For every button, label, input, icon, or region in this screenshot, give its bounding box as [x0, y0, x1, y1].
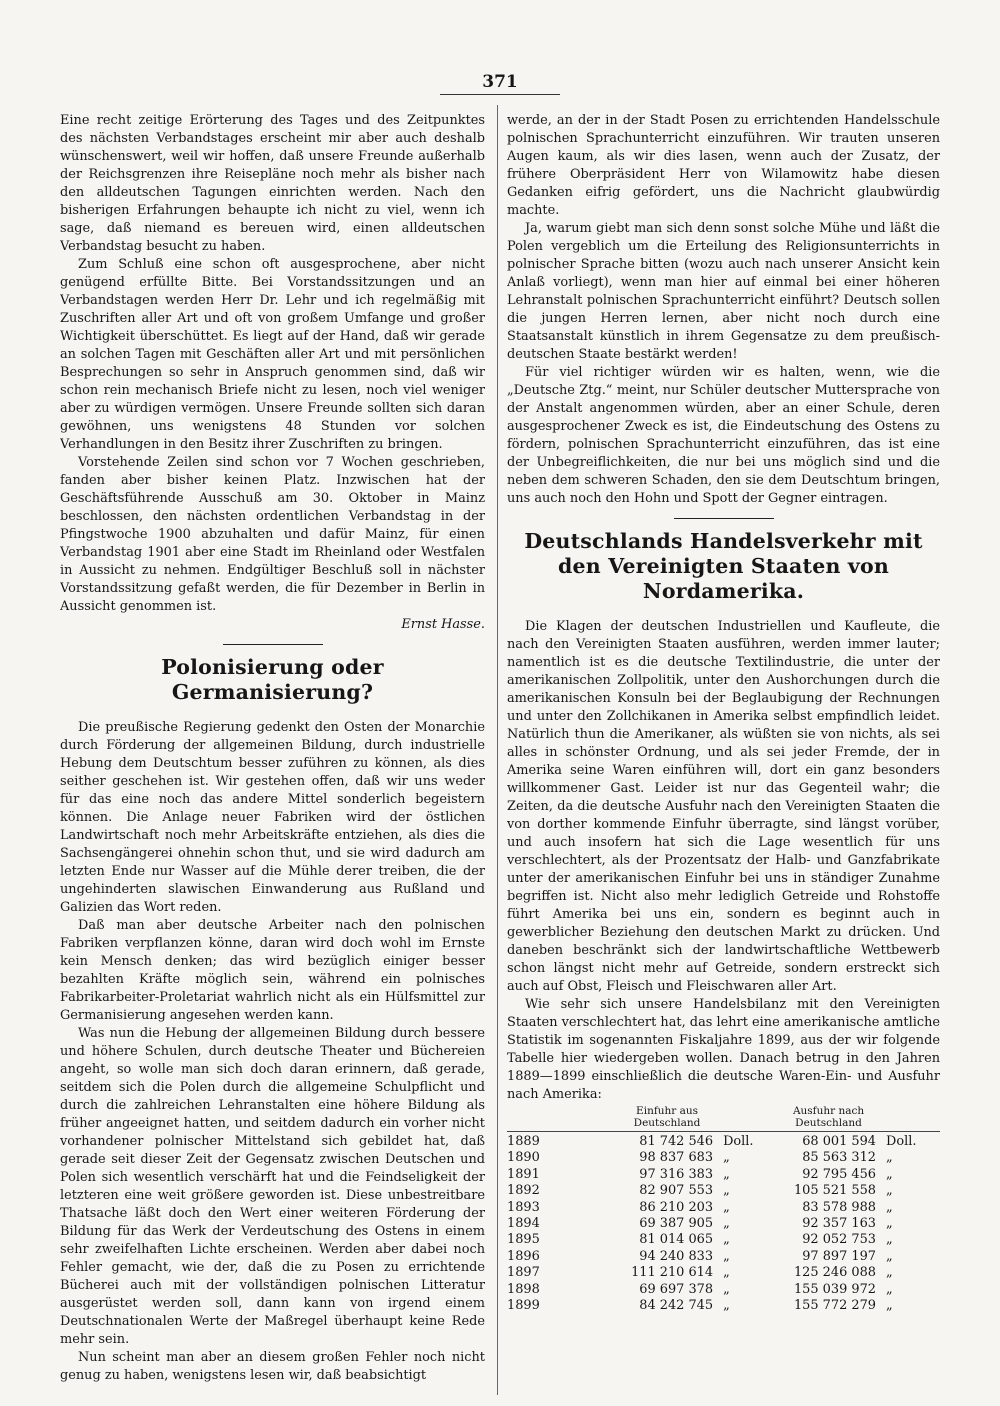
table-cell-einfuhr: 81 014 065: [639, 1232, 714, 1248]
table-cell-unit1: „: [723, 1298, 730, 1314]
body-paragraph: Für viel richtiger würden wir es halten, wenn, wie die „Deutsche Ztg.“ meint, nur Schüler deutscher Muttersprache von der Anstalt angenommen würden, aber an einer Schule, deren ausgesprochener Zweck es ist, die Eindeutschung des Ostens zu fördern, polnischen Sprachunterricht einzuführen, das ist eine der Unbegreiflichkeiten, die nur bei uns möglich sind und die neben dem schweren Schaden, den sie dem Deutschtum bringen, uns auch noch den Hohn und Spott der Gegner eintragen.: [507, 365, 940, 506]
table-cell-einfuhr: 86 210 203: [639, 1199, 714, 1215]
table-row: [507, 1216, 940, 1232]
table-cell-year: 1898: [507, 1281, 540, 1297]
table-cell-unit2: Doll.: [880, 1132, 940, 1151]
trade-table: [507, 1106, 940, 1314]
table-cell-year: 1894: [507, 1216, 540, 1232]
column-divider: [497, 105, 498, 1395]
table-cell-ausfuhr: 92 052 753: [802, 1232, 876, 1248]
table-cell-unit1: „: [723, 1166, 730, 1182]
table-row: [507, 1132, 940, 1151]
table-cell-ausfuhr: 155 039 972: [793, 1281, 876, 1297]
body-paragraph: Was nun die Hebung der allgemeinen Bildung durch bessere und höhere Schulen, durch deutsche Theater und Büchereien angeht, so wolle man sich doch daran erinnern, daß gerade, seitdem sich die Polen durch die allgemeine Schulpflicht und durch die zahlreichen Lehranstalten eine höhere Bildung als früher angeeignet hatten, und seitdem dadurch ein vorher nicht vorhandener polnischer Mittelstand sich gebildet hat, daß gerade seit dieser Zeit der Gegensatz zwischen Deutschen und Polen sich wesentlich verschärft hat und die Feindseligkeit der letzteren eine weit größere geworden ist. Diese unbestreitbare Thatsache läßt doch den Wert einer weiteren Förderung der Bildung für das Werk der Verdeutschung des Ostens in einem sehr zweifelhaften Lichte erscheinen. Werden aber dabei noch Fehler gemacht, wie der, daß die zu Posen zu errichtende Bücherei auch mit der vollständigen polnischen Litteratur ausgerüstet werden soll, dann kann von irgend einem Deutschnationalen Werte der Maßregel überhaupt keine Rede mehr sein.: [60, 1026, 485, 1347]
table-cell-year: 1897: [507, 1265, 540, 1281]
table-cell-einfuhr: 69 387 905: [639, 1216, 714, 1232]
table-header-cell: Einfuhr aus Deutschland: [633, 1105, 701, 1129]
header-rule: [440, 94, 560, 95]
trade-table-wrapper: [507, 1106, 940, 1314]
table-cell-year: 1896: [507, 1248, 540, 1264]
body-paragraph: Die Klagen der deutschen Industriellen und Kaufleute, die nach den Vereinigten Staaten ausführen, werden immer lauter; namentlich ist es die deutsche Textilindustrie, die unter der amerikanischen Zollpolitik, unter den Aushorchungen durch die amerikanischen Konsuln bei der Beglaubigung der Rechnungen und unter den Zollchikanen in Amerika selbst empfindlich leidet. Natürlich thun die Amerikaner, als wüßten sie von nichts, als sei alles in schönster Ordnung, und als sei jeder Fremde, der in Amerika seine Waren einführen will, dort ein ganz besonders willkommener Gast. Leider ist nur das Gegenteil wahr; die Zeiten, da die deutsche Ausfuhr nach den Vereinigten Staaten die von dorther kommende Einfuhr überragte, sind längst vorüber, und auch insofern hat sich die Lage wesentlich für uns verschlechtert, als der Prozentsatz der Halb- und Ganzfabrikate unter der amerikanischen Einfuhr bei uns in ständiger Zunahme begriffen ist. Nicht also mehr lediglich Getreide und Rohstoffe führt Amerika bei uns ein, sondern es beginnt auch in gewerblicher Beziehung den deutschen Markt zu drücken. Und daneben beschränkt sich der landwirtschaftliche Wettbewerb schon längst nicht mehr auf Getreide, sondern erstreckt sich auch auf Obst, Fleisch und Fleischwaren aller Art.: [507, 619, 940, 994]
table-cell-unit1: Doll.: [717, 1132, 777, 1151]
table-cell-ausfuhr: 92 795 456: [802, 1166, 876, 1182]
table-row: [507, 1282, 940, 1298]
table-cell-year: 1889: [507, 1132, 617, 1151]
table-cell-unit2: „: [886, 1298, 893, 1314]
body-paragraph: Zum Schluß eine schon oft ausgesprochene, aber nicht genügend erfüllte Bitte. Bei Vorstandssitzungen und an Verbandstagen werden Herr Dr. Lehr und ich regelmäßig mit Zuschriften aller Art und oft von großem Umfange und großer Wichtigkeit überschüttet. Es liegt auf der Hand, daß wir gerade an solchen Tagen mit Geschäften aller Art und mit persönlichen Besprechungen so sehr in Anspruch genommen sind, daß wir schon rein mechanisch Briefe nicht zu lesen, noch viel weniger aber zu würdigen vermögen. Unsere Freunde sollten sich daran gewöhnen, uns wenigstens 48 Stunden vor solchen Verhandlungen in den Besitz ihrer Zuschriften zu bringen.: [60, 257, 485, 452]
body-paragraph: Die preußische Regierung gedenkt den Osten der Monarchie durch Förderung der allgemeinen Bildung, durch industrielle Hebung dem Deutschtum besser zuführen zu können, als dies seither geschehen ist. Wir gestehen offen, daß wir uns weder für das eine noch das andere Mittel sonderlich begeistern können. Die Anlage neuer Fabriken wird der östlichen Landwirtschaft noch mehr Arbeitskräfte entziehen, als dies die Sachsengängerei ohnehin schon thut, und sie wird dadurch am letzten Ende nur Wasser auf die Mühle derer treiben, die der ungehinderten slawischen Einwanderung aus Rußland und Galizien das Wort reden.: [60, 720, 485, 915]
table-cell-unit1: „: [723, 1248, 730, 1264]
table-cell-einfuhr: 98 837 683: [639, 1150, 714, 1166]
table-cell-ausfuhr: 125 246 088: [793, 1265, 876, 1281]
table-cell-ausfuhr: 92 357 163: [802, 1216, 876, 1232]
table-cell-ausfuhr: 68 001 594: [777, 1132, 880, 1151]
table-row: [507, 1200, 940, 1216]
table-cell-einfuhr: 97 316 383: [639, 1166, 714, 1182]
table-row: [507, 1298, 940, 1314]
page-number: 371: [482, 72, 518, 92]
table-cell-einfuhr: 111 210 614: [631, 1265, 714, 1281]
table-cell-ausfuhr: 83 578 988: [802, 1199, 876, 1215]
table-cell-unit2: „: [886, 1248, 893, 1264]
author-signature: Ernst Hasse.: [401, 617, 485, 632]
table-header-cell: [880, 1106, 940, 1132]
table-cell-year: 1893: [507, 1199, 540, 1215]
table-cell-unit1: „: [723, 1232, 730, 1248]
table-cell-unit2: „: [886, 1281, 893, 1297]
table-cell-year: 1890: [507, 1150, 540, 1166]
table-cell-ausfuhr: 97 897 197: [802, 1248, 876, 1264]
table-cell-unit2: „: [886, 1199, 893, 1215]
table-cell-unit2: „: [886, 1232, 893, 1248]
article-title: Polonisierung oder Germanisierung?: [161, 655, 384, 704]
body-paragraph: Nun scheint man aber an diesem großen Fehler noch nicht genug zu haben, wenigstens lesen wir, daß beabsichtigt: [60, 1350, 485, 1383]
body-paragraph: Eine recht zeitige Erörterung des Tages und des Zeitpunktes des nächsten Verbandstages erscheint mir aber auch deshalb wünschenswert, weil wir hoffen, daß unsere Freunde außerhalb der Reichsgrenzen ihre Reisepläne noch mehr als bisher nach den alldeutschen Tagungen einrichten werden. Nach den bisherigen Erfahrungen behaupte ich nicht zu viel, wenn ich sage, daß niemand es bereuen wird, einen alldeutschen Verbandstag besucht zu haben.: [60, 113, 485, 254]
table-cell-einfuhr: 69 697 378: [639, 1281, 714, 1297]
table-cell-einfuhr: 84 242 745: [639, 1298, 714, 1314]
body-paragraph: Wie sehr sich unsere Handelsbilanz mit den Vereinigten Staaten verschlechtert hat, das lehrt eine amerikanische amtliche Statistik im sogenannten Fiskaljahre 1899, aus der wir folgende Tabelle hier wiedergeben wollen. Danach betrug in den Jahren 1889—1899 einschließlich die deutsche Waren-Ein- und Ausfuhr nach Amerika:: [507, 997, 940, 1102]
table-cell-unit1: „: [723, 1199, 730, 1215]
table-cell-year: 1895: [507, 1232, 540, 1248]
table-row: [507, 1150, 940, 1166]
table-cell-unit1: „: [723, 1183, 730, 1199]
table-cell-year: 1891: [507, 1166, 540, 1182]
table-cell-unit2: „: [886, 1183, 893, 1199]
left-column: [60, 112, 485, 1392]
table-header-row: [507, 1106, 940, 1132]
right-column: [507, 112, 940, 1392]
table-header-cell: [717, 1106, 777, 1132]
table-cell-unit1: „: [723, 1150, 730, 1166]
table-cell-unit2: „: [886, 1265, 893, 1281]
body-paragraph: werde, an der in der Stadt Posen zu errichtenden Handelsschule polnischen Sprachunterricht einzuführen. Wir trauten unseren Augen kaum, als wir dies lasen, wenn auch der Zusatz, der frühere Oberpräsident Herr von Wilamowitz habe diesen Gedanken eifrig gefördert, uns die Nachricht glaubwürdig machte.: [507, 113, 940, 218]
table-row: [507, 1183, 940, 1199]
section-divider: [674, 518, 774, 519]
table-header-cell: [507, 1106, 617, 1132]
table-cell-ausfuhr: 155 772 279: [793, 1298, 876, 1314]
body-paragraph: Ja, warum giebt man sich denn sonst solche Mühe und läßt die Polen vergeblich um die Erteilung des Religionsunterrichts in polnischer Sprache bitten (wozu auch nach unserer Ansicht kein Anlaß vorliegt), wenn man hier auf einmal bei einer höheren Lehranstalt polnischen Sprachunterricht einführt? Deutsch sollen die jungen Herren lernen, aber nicht noch durch eine Staatsanstalt künstlich in ihrem Gegensatze zu dem preußisch-deutschen Staate bestärkt werden!: [507, 221, 940, 362]
table-cell-einfuhr: 94 240 833: [639, 1248, 714, 1264]
table-cell-einfuhr: 82 907 553: [639, 1183, 714, 1199]
table-row: [507, 1265, 940, 1281]
table-row: [507, 1249, 940, 1265]
table-cell-unit2: „: [886, 1216, 893, 1232]
table-body: [507, 1132, 940, 1315]
body-paragraph: Daß man aber deutsche Arbeiter nach den polnischen Fabriken verpflanzen könne, daran wird doch wohl im Ernste kein Mensch denken; das wird bezüglich einiger besser bezahlten Kräfte möglich sein, während ein polnisches Fabrikarbeiter-Proletariat wahrlich nicht als ein Hülfsmittel zur Germanisierung angesehen werden kann.: [60, 918, 485, 1023]
table-cell-einfuhr: 81 742 546: [617, 1132, 717, 1151]
table-header-cell: Ausfuhr nach Deutschland: [792, 1105, 865, 1129]
table-cell-year: 1892: [507, 1183, 540, 1199]
table-cell-ausfuhr: 105 521 558: [793, 1183, 876, 1199]
table-row: [507, 1167, 940, 1183]
table-cell-unit1: „: [723, 1216, 730, 1232]
table-cell-year: 1899: [507, 1298, 540, 1314]
section-divider: [223, 644, 323, 645]
article-title: Deutschlands Handelsverkehr mit den Vereinigten Staaten von Nordamerika.: [524, 529, 923, 603]
table-cell-unit2: „: [886, 1150, 893, 1166]
table-cell-unit2: „: [886, 1166, 893, 1182]
table-cell-unit1: „: [723, 1265, 730, 1281]
body-paragraph: Vorstehende Zeilen sind schon vor 7 Wochen geschrieben, fanden aber bisher keinen Platz. Inzwischen hat der Geschäftsführende Ausschuß am 30. Oktober in Mainz beschlossen, den nächsten ordentlichen Verbandstag in der Pfingstwoche 1900 abzuhalten und dafür Mainz, für einen Verbandstag 1901 aber eine Stadt im Rheinland oder Westfalen in Aussicht zu nehmen. Endgültiger Beschluß soll in nächster Vorstandssitzung gefaßt werden, die für Dezember in Berlin in Aussicht genommen ist.: [60, 455, 485, 614]
table-row: [507, 1232, 940, 1248]
table-cell-unit1: „: [723, 1281, 730, 1297]
table-cell-ausfuhr: 85 563 312: [802, 1150, 876, 1166]
